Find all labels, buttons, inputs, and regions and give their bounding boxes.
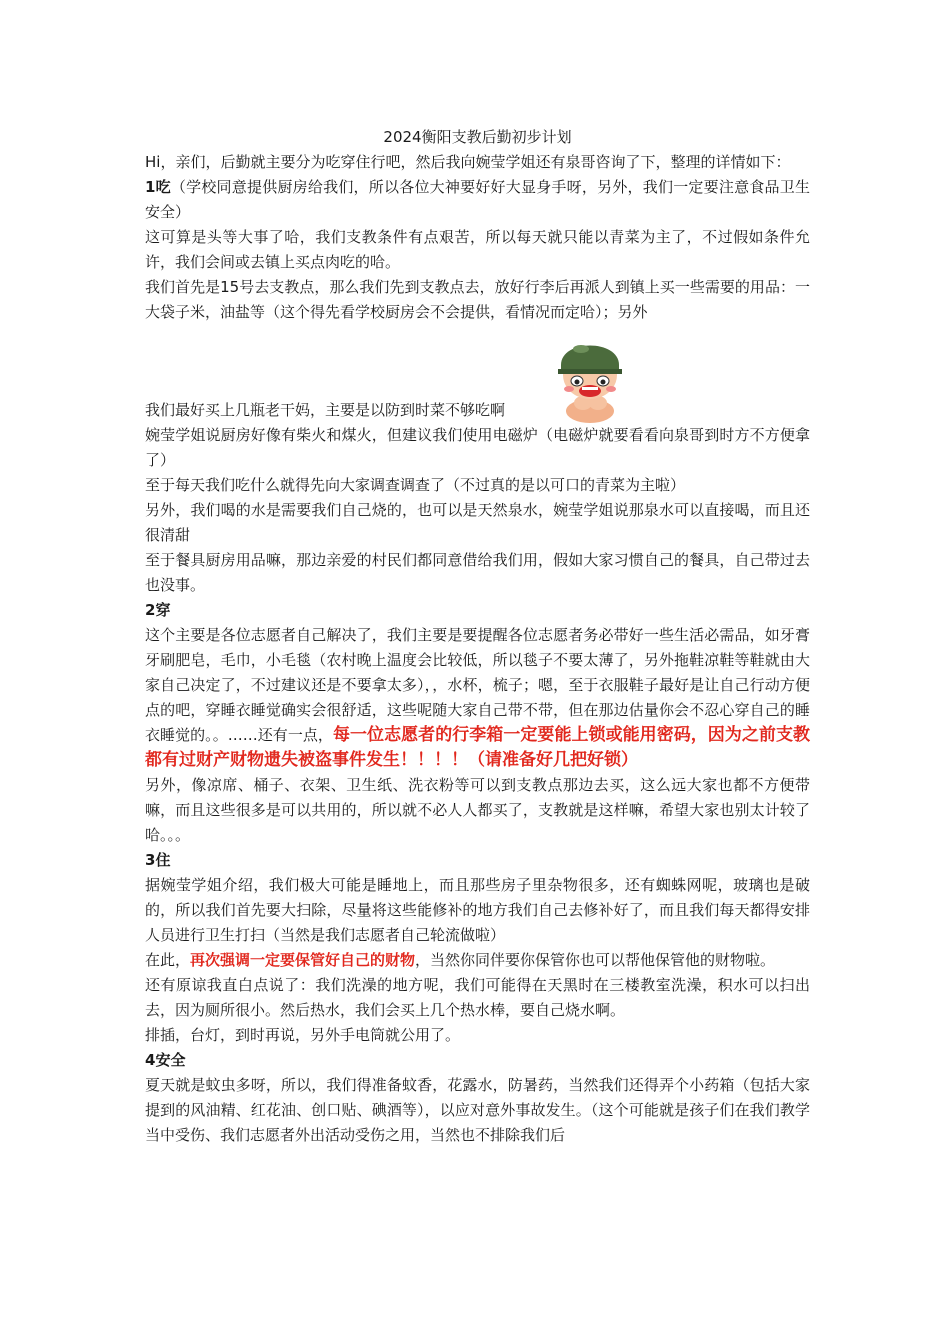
page-title: 2024衡阳支教后勤初步计划 (383, 128, 572, 146)
property-warning: 再次强调一定要保管好自己的财物 (190, 951, 416, 969)
section-3-paragraph: 据婉莹学姐介绍，我们极大可能是睡地上，而且那些房子里杂物很多，还有蜘蛛网呢，玻璃也是破的，所以我们首先要大扫除，尽量将这些能修补的地方我们自己去修补好了，而且我们每天都得安排人员进行卫生打扫（当然是我们志愿者自己轮流做啦） (145, 876, 810, 944)
section-2-paragraph: 另外，像凉席、桶子、衣架、卫生纸、洗衣粉等可以到支教点那边去买，这么远大家也都不方便带嘛，而且这些很多是可以共用的，所以就不必人人都买了，支教就是这样嘛，希望大家也别太计较了哈。。。 (145, 776, 810, 844)
section-1-paragraph: 另外，我们喝的水是需要我们自己烧的，也可以是天然泉水，婉莹学姐说那泉水可以直接喝，而且还很清甜 (145, 501, 810, 544)
emoji-line (145, 325, 810, 423)
section-1-note: （学校同意提供厨房给我们，所以各位大神要好好大显身手呀，另外，我们一定要注意食品卫生安全） (145, 178, 810, 221)
soldier-crying-emoji-icon (555, 325, 625, 423)
document-body (145, 124, 810, 1148)
section-3-paragraph: 在此，再次强调一定要保管好自己的财物，当然你同伴要你保管你也可以帮他保管他的财物啦。 (145, 951, 776, 969)
section-3-heading: 3住 (145, 851, 171, 869)
section-1-paragraph: 至于餐具厨房用品嘛，那边亲爱的村民们都同意借给我们用，假如大家习惯自己的餐具，自己带过去也没事。 (145, 551, 810, 594)
section-4-heading: 4安全 (145, 1051, 186, 1069)
section-1 (145, 175, 810, 225)
section-4-paragraph: 夏天就是蚊虫多呀，所以，我们得准备蚊香，花露水，防暑药，当然我们还得弄个小药箱（包括大家提到的风油精、红花油、创口贴、碘酒等），以应对意外事故发生。（这个可能就是孩子们在我们教学当中受伤、我们志愿者外出活动受伤之用，当然也不排除我们后 (145, 1076, 810, 1144)
section-1-paragraph: 至于每天我们吃什么就得先向大家调查调查了（不过真的是以可口的青菜为主啦） (145, 476, 686, 494)
section-2-heading: 2穿 (145, 601, 171, 619)
section-1-paragraph: 这可算是头等大事了哈，我们支教条件有点艰苦，所以每天就只能以青菜为主了，不过假如条件允许，我们会间或去镇上买点肉吃的哈。 (145, 228, 810, 271)
lock-warning: 每一位志愿者的行李箱一定要能上锁或能用密码，因为之前支教都有过财产财物遗失被盗事件发生！！！！（请准备好几把好锁） (145, 725, 810, 770)
intro-paragraph: Hi，亲们，后勤就主要分为吃穿住行吧，然后我向婉莹学姐还有泉哥咨询了下，整理的详情如下： (145, 153, 791, 171)
section-3-paragraph: 还有原谅我直白点说了：我们洗澡的地方呢，我们可能得在天黑时在三楼教室洗澡，积水可以扫出去，因为厕所很小。然后热水，我们会买上几个热水棒，要自己烧水啊。 (145, 976, 810, 1019)
section-1-paragraph: 我们最好买上几瓶老干妈，主要是以防到时菜不够吃啊 (145, 401, 506, 419)
section-1-heading: 1吃 (145, 178, 171, 196)
section-1-paragraph: 我们首先是15号去支教点，那么我们先到支教点去，放好行李后再派人到镇上买一些需要的用品：一大袋子米，油盐等（这个得先看学校厨房会不会提供，看情况而定哈）；另外 (145, 278, 810, 321)
section-2-paragraph: 这个主要是各位志愿者自己解决了，我们主要是要提醒各位志愿者务必带好一些生活必需品，如牙膏牙刷肥皂，毛巾，小毛毯（农村晚上温度会比较低，所以毯子不要太薄了，另外拖鞋凉鞋等鞋就由大家自己决定了，不过建议还是不要拿太多），，水杯，梳子；嗯，至于衣服鞋子最好是让自己行动方便点的吧，穿睡衣睡觉确实会很舒适，这些呢随大家自己带不带，但在那边估量你会不忍心穿自己的睡衣睡觉的。。……还有一点，每一位志愿者的行李箱一定要能上锁或能用密码，因为之前支教都有过财产财物遗失被盗事件发生！！！！（请准备好几把好锁） (145, 626, 810, 770)
section-3-paragraph: 排插，台灯，到时再说，另外手电筒就公用了。 (145, 1026, 461, 1044)
section-1-paragraph: 婉莹学姐说厨房好像有柴火和煤火，但建议我们使用电磁炉（电磁炉就要看看向泉哥到时方不方便拿了） (145, 426, 810, 469)
